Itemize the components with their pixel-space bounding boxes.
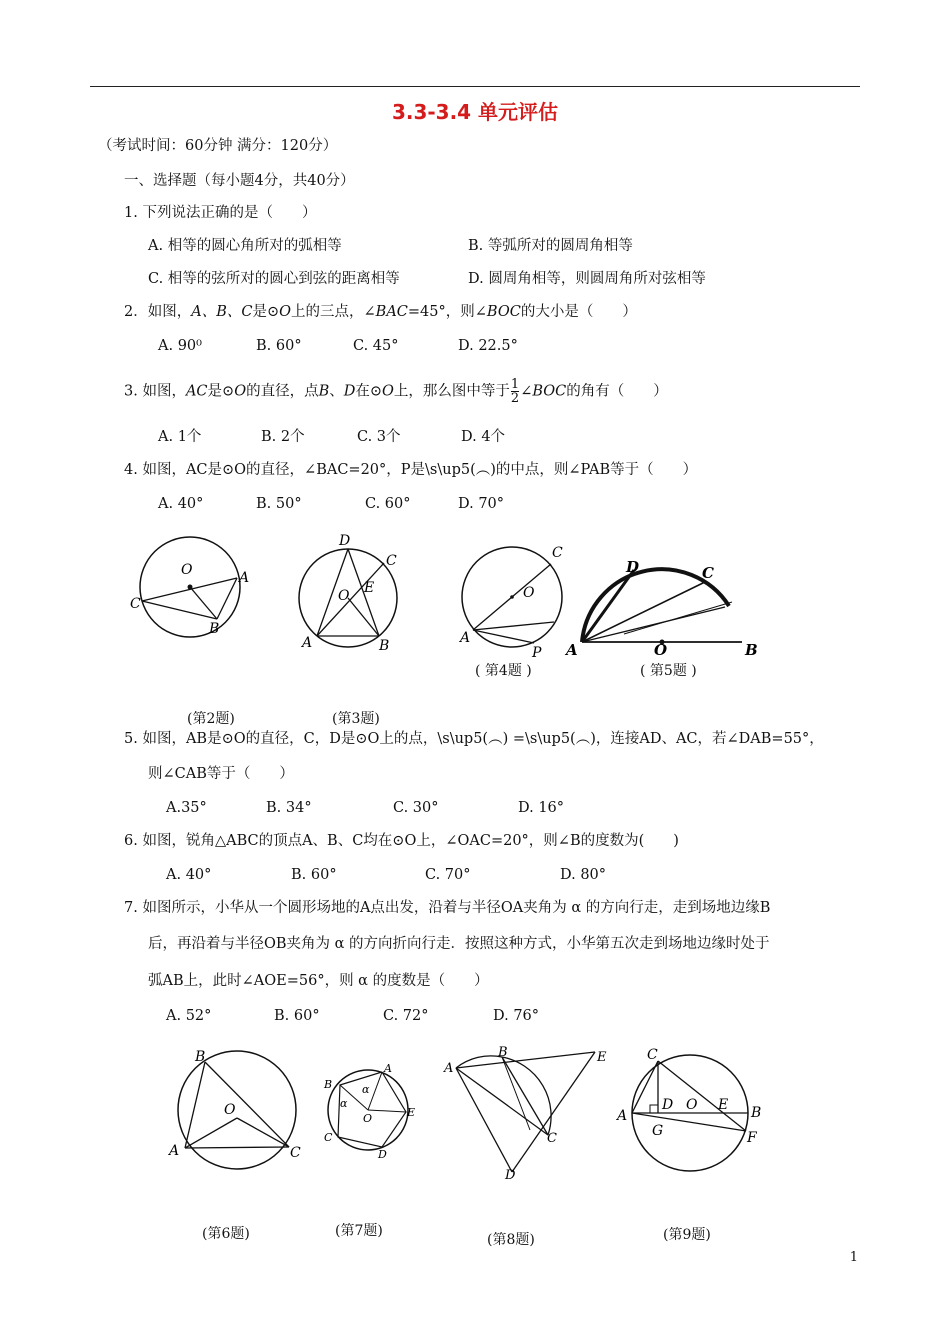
q7-label-d: D [378, 1148, 387, 1161]
q7-option-a: A. 52° [166, 1008, 212, 1024]
q3-option-b: B. 2个 [261, 429, 305, 445]
q8-label-a: A [444, 1061, 454, 1076]
q4-label-p: P [532, 645, 542, 661]
q8-label-c: C [547, 1131, 557, 1146]
q2-stem-mid: 是⊙ [252, 304, 280, 320]
q4-option-b: B. 50° [256, 496, 302, 512]
caption-q6: (第6题) [202, 1226, 250, 1242]
q5-option-d: D. 16° [518, 800, 565, 816]
q3-t4: 在⊙ [355, 383, 383, 400]
q7-label-alpha1: α [362, 1083, 370, 1096]
page-number: 1 [849, 1250, 858, 1265]
figure-q7 [318, 1055, 428, 1165]
caption-q9: (第9题) [663, 1227, 711, 1243]
q3-t6: 的角有（ ） [566, 383, 668, 400]
caption-q7: (第7题) [335, 1223, 383, 1239]
q3-label-a: A [302, 635, 313, 651]
q3-b: B [318, 383, 330, 400]
q2-label-b: B [209, 621, 220, 637]
caption-q4: ( 第4题 ) [475, 663, 532, 679]
q6-option-d: D. 80° [560, 867, 607, 883]
caption-q5: ( 第5题 ) [640, 663, 697, 679]
q3-t3: 、 [329, 383, 344, 400]
q1-option-c: C. 相等的弦所对的圆心到弦的距离相等 [148, 271, 400, 287]
figure-q8 [440, 1045, 615, 1183]
page-title: 3.3-3.4 单元评估 [391, 100, 559, 124]
q9-label-c: C [647, 1047, 658, 1063]
section-heading: 一、选择题（每小题4分，共40分） [124, 173, 355, 189]
caption-q8: (第8题) [487, 1232, 535, 1248]
q5-label-a: A [566, 641, 578, 659]
q4-option-d: D. 70° [458, 496, 505, 512]
q3-d: D [343, 383, 356, 400]
q7-option-d: D. 76° [493, 1008, 540, 1024]
q7-label-e: E [407, 1106, 416, 1119]
q3-label-d: D [339, 533, 351, 549]
figure-q5 [562, 552, 772, 662]
q1-option-d: D. 圆周角相等，则圆周角所对弦相等 [468, 271, 706, 287]
q2-label-a: A [239, 570, 250, 586]
q3-label-o: O [338, 588, 350, 604]
figure-q2 [120, 535, 260, 645]
q3-label-c: C [386, 553, 397, 569]
q7-stem-line1: 7. 如图所示，小华从一个圆形场地的A点出发，沿着与半径OA夹角为 α 的方向行走，走到场地边缘B [124, 900, 771, 916]
q6-label-a: A [169, 1143, 180, 1159]
q1-option-b: B. 等弧所对的圆周角相等 [468, 238, 633, 254]
q7-label-alpha2: α [340, 1097, 348, 1110]
q2-stem-boc: BOC [486, 304, 521, 320]
q9-label-d: D [662, 1097, 674, 1113]
q7-option-b: B. 60° [274, 1008, 320, 1024]
q6-option-c: C. 70° [425, 867, 471, 883]
q3-angle: ∠BOC [520, 383, 567, 400]
q2-label-c: C [130, 596, 141, 612]
q3-option-c: C. 3个 [357, 429, 401, 445]
q3-fraction [511, 378, 519, 405]
q3-o: O [234, 383, 247, 400]
q4-label-c: C [552, 545, 563, 561]
header-rule [90, 86, 860, 87]
q6-label-o: O [224, 1102, 236, 1118]
q5-label-d: D [626, 558, 640, 576]
q5-label-b: B [745, 641, 758, 659]
q1-option-a: A. 相等的圆心角所对的弧相等 [148, 238, 342, 254]
q2-option-d: D. 22.5° [458, 338, 518, 354]
q2-stem-mid2: 上的三点，∠ [291, 304, 376, 320]
q6-label-c: C [290, 1145, 301, 1161]
q2-label-o: O [181, 562, 193, 578]
caption-q3: (第3题) [332, 711, 380, 727]
q2-stem-bac: BAC [375, 304, 408, 320]
q9-label-g: G [652, 1123, 664, 1139]
exam-info: （考试时间：60分钟 满分：120分） [98, 138, 338, 154]
q7-label-o: O [363, 1112, 373, 1125]
q8-label-d: D [505, 1168, 516, 1183]
q3-stem [124, 378, 668, 405]
q3-o2: O [382, 383, 394, 400]
q3-t5: 上，那么图中等于 [393, 383, 510, 400]
figure-q4 [450, 540, 580, 660]
q2-stem-points: A、B、C [191, 304, 253, 320]
q4-label-a: A [460, 630, 471, 646]
figure-q9 [612, 1043, 772, 1183]
q2-stem [124, 303, 637, 321]
q6-label-b: B [195, 1049, 206, 1065]
q7-option-c: C. 72° [383, 1008, 429, 1024]
q5-option-a: A.35° [166, 800, 207, 816]
q2-option-c: C. 45° [353, 338, 399, 354]
q6-option-a: A. 40° [166, 867, 212, 883]
q5-stem-line1: 5. 如图，AB是⊙O的直径，C，D是⊙O上的点，\s\up5(︵) =\s\up5(︵)，连接AD、AC，若∠DAB=55°， [124, 731, 824, 747]
q9-label-f: F [747, 1130, 757, 1146]
q4-option-a: A. 40° [158, 496, 204, 512]
q9-label-b: B [751, 1105, 762, 1121]
q3-label-e: E [364, 580, 375, 596]
q3-option-d: D. 4个 [461, 429, 506, 445]
q4-label-o: O [523, 585, 535, 601]
q7-label-b: B [324, 1078, 333, 1091]
q5-option-b: B. 34° [266, 800, 312, 816]
q3-stem-pre: 3. 如图， [124, 383, 186, 400]
figure-q6 [165, 1045, 310, 1170]
q4-option-c: C. 60° [365, 496, 411, 512]
q2-stem-end: 的大小是（ ） [520, 304, 637, 320]
figure-q3 [290, 530, 410, 655]
q9-label-a: A [617, 1108, 628, 1124]
q2-stem-mid3: =45°，则∠ [407, 304, 487, 320]
q3-frac-num: 1 [510, 377, 520, 392]
q2-stem-pre: 2．如图， [124, 304, 192, 320]
q6-stem: 6. 如图，锐角△ABC的顶点A、B、C均在⊙O上，∠OAC=20°，则∠B的度数为( ) [124, 833, 679, 849]
q7-label-c: C [324, 1131, 333, 1144]
q3-frac-den: 2 [510, 391, 520, 406]
q5-label-c: C [702, 564, 714, 582]
q5-stem-line2: 则∠CAB等于（ ） [148, 766, 294, 782]
q3-option-a: A. 1个 [158, 429, 202, 445]
q6-option-b: B. 60° [291, 867, 337, 883]
q9-label-o: O [686, 1097, 698, 1113]
q8-label-e: E [597, 1050, 607, 1065]
q3-label-b: B [379, 638, 390, 654]
q2-option-b: B. 60° [256, 338, 302, 354]
q7-label-a: A [384, 1062, 392, 1075]
caption-q2: (第2题) [187, 711, 235, 727]
q4-stem: 4. 如图，AC是⊙O的直径，∠BAC=20°，P是\s\up5(︵)的中点，则∠PAB等于（ ） [124, 462, 698, 478]
q7-stem-line3: 弧AB上，此时∠AOE=56°，则 α 的度数是（ ） [148, 973, 489, 989]
q2-stem-o: O [279, 304, 292, 320]
q1-stem: 1. 下列说法正确的是（ ） [124, 205, 317, 221]
q3-t1: 是⊙ [207, 383, 235, 400]
q7-stem-line2: 后，再沿着与半径OB夹角为 α 的方向折向行走．按照这种方式，小华第五次走到场地边缘时处于 [148, 936, 770, 952]
q8-label-b: B [498, 1045, 508, 1060]
q2-option-a: A. 90⁰ [158, 338, 202, 354]
q9-label-e: E [718, 1097, 729, 1113]
q3-t2: 的直径，点 [246, 383, 319, 400]
q3-ac: AC [185, 383, 208, 400]
q5-option-c: C. 30° [393, 800, 439, 816]
q5-label-o: O [654, 641, 668, 659]
